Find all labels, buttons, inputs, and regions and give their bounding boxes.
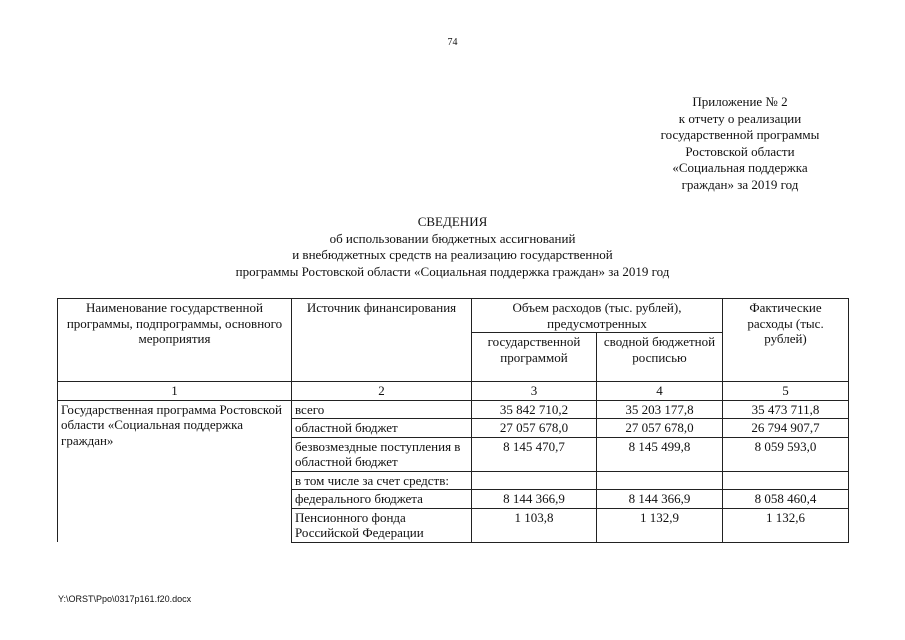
actual-value: 35 473 711,8 bbox=[723, 400, 849, 419]
planned-program-value: 35 842 710,2 bbox=[472, 400, 597, 419]
planned-budget-value: 1 132,9 bbox=[597, 508, 723, 542]
planned-program-value: 8 145 470,7 bbox=[472, 437, 597, 471]
planned-program-value bbox=[472, 471, 597, 490]
file-path-footer: Y:\ORST\Ppo\0317p161.f20.docx bbox=[58, 594, 192, 604]
source-cell: областной бюджет bbox=[292, 419, 472, 438]
source-cell: всего bbox=[292, 400, 472, 419]
header-planned-program: государственной программой bbox=[472, 333, 597, 382]
source-cell: федерального бюджета bbox=[292, 490, 472, 509]
source-cell: в том числе за счет средств: bbox=[292, 471, 472, 490]
planned-program-value: 8 144 366,9 bbox=[472, 490, 597, 509]
program-name-cell: Государственная программа Ростовской области «Социальная поддержка граждан» bbox=[58, 400, 292, 542]
actual-value: 8 058 460,4 bbox=[723, 490, 849, 509]
planned-budget-value: 35 203 177,8 bbox=[597, 400, 723, 419]
appendix-line: Ростовской области bbox=[685, 143, 795, 159]
table-header-row bbox=[58, 299, 849, 333]
source-cell: безвозмездные поступления в областной бюджет bbox=[292, 437, 472, 471]
column-number: 1 bbox=[58, 382, 292, 401]
planned-program-value: 27 057 678,0 bbox=[472, 419, 597, 438]
planned-budget-value: 27 057 678,0 bbox=[597, 419, 723, 438]
header-volume-group: Объем расходов (тыс. рублей), предусмотренных bbox=[472, 299, 723, 333]
appendix-note bbox=[600, 94, 880, 193]
table-row bbox=[58, 400, 849, 419]
column-number: 2 bbox=[292, 382, 472, 401]
appendix-line: граждан» за 2019 год bbox=[681, 176, 799, 192]
appendix-line: Приложение № 2 bbox=[692, 94, 788, 109]
title-line: и внебюджетных средств на реализацию государственной bbox=[292, 247, 613, 262]
page-number: 74 bbox=[447, 37, 458, 48]
appendix-line: к отчету о реализации bbox=[678, 110, 802, 126]
header-source: Источник финансирования bbox=[292, 299, 472, 382]
planned-budget-value bbox=[597, 471, 723, 490]
header-actual: Фактические расходы (тыс. рублей) bbox=[723, 299, 849, 382]
planned-program-value: 1 103,8 bbox=[472, 508, 597, 542]
document-title bbox=[0, 214, 905, 280]
actual-value: 8 059 593,0 bbox=[723, 437, 849, 471]
appendix-line: государственной программы bbox=[660, 127, 820, 142]
column-number-row bbox=[58, 382, 849, 401]
column-number: 3 bbox=[472, 382, 597, 401]
actual-value bbox=[723, 471, 849, 490]
column-number: 4 bbox=[597, 382, 723, 401]
title-line: программы Ростовской области «Социальная поддержка граждан» за 2019 год bbox=[235, 263, 670, 279]
appendix-line: «Социальная поддержка bbox=[672, 160, 808, 175]
column-number: 5 bbox=[723, 382, 849, 401]
title-heading: СВЕДЕНИЯ bbox=[417, 214, 488, 229]
actual-value: 1 132,6 bbox=[723, 508, 849, 542]
source-cell: Пенсионного фонда Российской Федерации bbox=[292, 508, 472, 542]
actual-value: 26 794 907,7 bbox=[723, 419, 849, 438]
planned-budget-value: 8 144 366,9 bbox=[597, 490, 723, 509]
header-program-name: Наименование государственной программы, подпрограммы, основного мероприятия bbox=[58, 299, 292, 382]
planned-budget-value: 8 145 499,8 bbox=[597, 437, 723, 471]
title-line: об использовании бюджетных ассигнований bbox=[329, 230, 576, 246]
header-planned-budget: сводной бюджетной росписью bbox=[597, 333, 723, 382]
expenditure-table bbox=[57, 298, 849, 543]
